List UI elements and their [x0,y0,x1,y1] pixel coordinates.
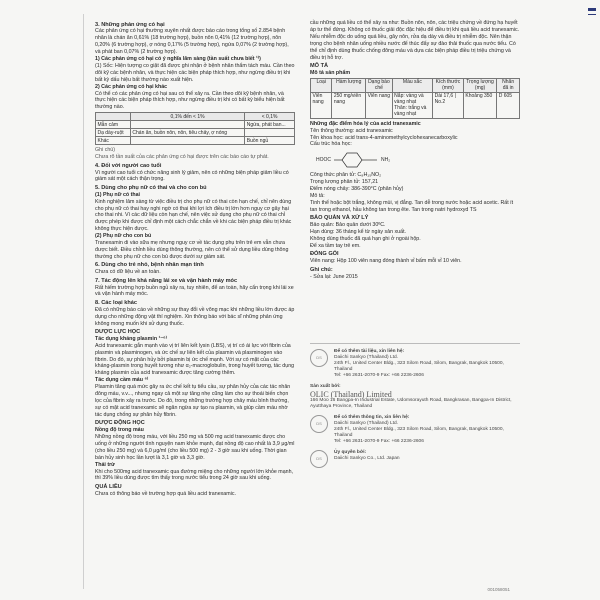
ae-cell: Buồn ngủ [245,137,295,145]
divider [310,343,520,344]
fold-line [83,14,84,589]
ae-cell: Ngứa, phát ban... [245,121,295,129]
spec-header-cell: Loại [311,78,332,92]
melting-point: Điểm nóng chảy: 386-390°C (phân hủy) [310,186,404,193]
description-text: Tinh thể hoặc bột trắng, không mùi, vị đắng. Tan dễ trong nước hoặc acid acetic. Rất ít tan trong ethanol, hầu không tan trong ête. Tan trong natri hydroxyd TS [310,200,514,213]
manufacturer-block [310,384,520,410]
spec-cell: D 605 [497,92,520,118]
authorization-company: Daiichi Sankyo Co., Ltd. Japan [334,456,400,462]
children-warning: Để xa tầm tay trẻ em. [310,242,361,249]
subsection-pregnant-text: Kinh nghiệm lâm sàng từ việc điều trị cho phụ nữ có thai còn hạn chế, chỉ nên dùng cho phụ nữ có thai hay nghi ngờ có thai khi lợi ích điều trị lớn hơn nguy cơ gây hại cho thai nhi. Vì các dữ liệu còn hạn chế, nên việc sử dụng cho phụ nữ có thai chỉ được phép khi được chỉ định một cách chắc chắn về khi các biện pháp điều trị khác không thực hiện được. [95,198,292,233]
edge-mark [588,8,596,11]
ae-header-cell: < 0,1% [245,113,295,121]
contact-block-2 [310,415,520,445]
spec-cell: Nắp: vàng và vàng nhạt Thân: trắng và vàng nhạt [392,92,432,118]
ae-cell: Khác [96,137,131,145]
expiry-warning: Không dùng thuốc đã quá hạn ghi ở ngoài hộp. [310,236,421,243]
section-elderly-title: 4. Đối với người cao tuổi [95,162,162,169]
overdose-text: Chưa có thông báo về trường hợp quá liều acid tranexamic. [95,490,236,497]
product-description-subtitle: Mô tả sản phẩm [310,69,351,76]
edge-mark-line [588,14,596,15]
storage-condition: Bảo quản: Bảo quản dưới 30ºC. [310,222,386,229]
table-row [96,121,295,129]
spec-header-cell: Hàm lượng [332,78,366,92]
antiplasmin-text: Acid tranexamic gắn mạnh vào vị trí liên kết lysin (LBS), vị trí có ái lực với fibrin của plasmin và plasminogen, và ức chế sự liên kết của plasmin và plasminogen vào fibrin. Do đó, sự phân hủy bởi plasmin bị ức chế mạnh. Với sự có mặt của các kháng-plasmin trong huyết tương như α₂-macroglobulin, trong huyết tương, tác dụng kháng plasmin của acid tranexamic được tăng cường thêm. [95,342,295,377]
elimination-subtitle: Thải trừ [95,461,116,468]
spec-cell: 250 mg/viên nang [332,92,366,118]
spec-cell: Khoảng 350 [463,92,496,118]
spec-header-cell: Trọng lượng (mg) [463,78,496,92]
ae-cell: Chán ăn, buồn nôn, nôn, tiêu chảy, ợ nóng [130,129,244,137]
contact-company: Daiichi Sankyo (Thailand) Ltd. [334,421,398,427]
subsection-pregnant-title: (1) Phụ nữ có thai [95,191,141,198]
scientific-name: Tên khoa học: acid trans-4-aminomethylcyclohexanecarboxylic [310,134,458,141]
olic-logo: OLIC (Thailand) Limited [310,390,392,400]
subsection-significant-text: (1) Sốc: Hiện tượng co giật đã được ghi nhận ở bệnh nhân thẩm tách máu. Cần theo dõi kỹ các bệnh nhân, và thực hiện các biện pháp thích hợp, như ngừng điều trị khi bất kỳ dấu hiệu bất thường nào xuất hiện. [95,62,295,83]
antiplasmin-subtitle: Tác dụng kháng plasmin ¹⁻⁶⁾ [95,335,167,342]
section-pregnancy-title: 5. Dùng cho phụ nữ có thai và cho con bú [95,184,207,191]
physchem-title: Những đặc điểm hóa lý của acid tranexamic [310,120,421,127]
ae-cell: Dạ dày-ruột [96,129,131,137]
table-row [96,137,295,145]
spec-header-cell: Nhãn đã in [497,78,520,92]
left-column [95,20,295,498]
subsection-lactation-text: Tranexamin di vào sữa mẹ nhưng nguy cơ về tác dụng phụ trên trẻ em vẫn chưa được biết. Điều chỉnh liều dùng thông thường, nên có thể sử dụng liều dùng thông thường cho phụ nữ cho con bú được dưới sự giám sát. [95,240,289,260]
contact-block-1 [310,349,520,379]
elimination-text: Khi cho 500mg acid tranexamic qua đường miệng cho những người lớn khỏe mạnh, thì 39% liều dùng được tìm thấy trong nước tiểu trong 24 giờ sau khi uống. [95,468,294,482]
daiichi-sankyo-logo-icon: DS [310,450,328,468]
section-driving-text: Rất hiếm trường hợp buồn ngủ xảy ra, tuy nhiên, để an toàn, hãy cẩn trọng khi lái xe và vận hành máy móc. [95,284,294,298]
ae-cell [245,129,295,137]
contact-phone: Tel: +66 2631-2070-9 Fax: +66 2236-2606 [334,373,424,379]
molecular-formula: Công thức phân tử: C₈H₁₅NO₂ [310,172,382,179]
revision-date: - Sửa lại: June 2015 [310,273,358,280]
structure-label: Cấu trúc hóa học: [310,141,352,148]
authorization-block [310,450,520,468]
blood-level-text: Những nồng độ trong máu, với liều 250 mg và 500 mg acid tranexamic được cho uống ở những người tình nguyện nam khỏe mạnh, đạt nồng độ cao nhất là 3,9 μg/ml (cho liều 250 mg) và 6,0 μg/ml (cho liều 500 mg) 2 - 3 giờ sau khi uống. Thời gian bán hủy sinh học lần lượt là 3,1 giờ và 3,3 giờ. [95,434,295,461]
ae-cell: Mẫn cảm [96,121,131,129]
document-id: 001058051 [487,587,510,592]
table-row [311,92,520,118]
section-children-title: 6. Dùng cho trẻ nhỏ, bệnh nhân mạn tính [95,262,204,269]
spec-cell: Viên nang [311,92,332,118]
hemostatic-subtitle: Tác dụng cầm máu ⁶⁾ [95,377,149,384]
adverse-effects-table [95,112,295,145]
subsection-lactation-title: (2) Phụ nữ cho con bú [95,233,152,240]
spec-cell: Dài 17,6 | No.2 [433,92,464,118]
structure-nh2-label: NH₂ [381,156,391,163]
description-title: MÔ TẢ [310,62,329,69]
manufacturer-label: Sản xuất bởi: [310,384,341,390]
blood-level-subtitle: Nồng độ trong máu [95,427,144,434]
cyclohexane-ring-icon [334,151,378,169]
contact-address: 24th Fl., United Center Bldg., 323 Silom Road, Silom, Bangrak, Bangkok 10500, Thailand [334,361,504,373]
daiichi-sankyo-logo-icon: DS [310,349,328,367]
contact-address: 24th Fl., United Center Bldg., 323 Silom Road, Silom, Bangrak, Bangkok 10500, Thailand [334,427,504,439]
table-row [96,129,295,137]
chemical-structure [316,151,520,169]
section-adverse-title: 3. Những phản ứng có hại [95,21,165,28]
overdose-title: QUÁ LIỀU [95,483,122,490]
contact-label: Để có thêm tài liệu, xin liên hệ: [334,349,405,355]
contact-phone: Tel: +66 2631-2070-9 Fax: +66 2236-2606 [334,439,424,445]
storage-title: BẢO QUẢN VÀ XỬ LÝ [310,215,369,222]
structure-cooh-label: HOOC [316,156,331,163]
section-elderly-text: Vì người cao tuổi có chức năng sinh lý giảm, nên có những biện pháp giảm liều có giám sát một cách thận trọng. [95,169,289,183]
contact-company: Daiichi Sankyo (Thailand) Ltd. [334,355,398,361]
section-other-text: Đã có những báo cáo về những sự thay đổi về võng mạc khi những liều lớn được áp dụng cho những động vật thí nghiệm. Xin thông báo với bác sĩ những phản ứng không mong muốn khi sử dụng thuốc. [95,306,295,327]
packaging-text: Viên nang: Hộp 100 viên nang đóng thành vỉ bấm mỗi vỉ 10 viên. [310,258,462,265]
spec-header-cell: Dạng bào chế [366,78,393,92]
overdose-continued-text: cầu những quá liều có thể xảy ra như: Buồn nôn, nôn, các triệu chứng về đứng hạ huyết áp tư thế đứng. Không có thuốc giải độc đặc hiệu để điều trị khi quá liều acid tranexamic. Nếu nhiễm độc do uống quá liều, gây nôn, rửa dạ dày và điều trị nhiễm độc. Nên thận trọng cho bệnh nhân uống nhiều nước để thúc đẩy sự đào thải thuốc qua nước tiểu. Có thể chỉ định dùng thuốc chống đông máu và dựa các biện pháp điều trị triệu chứng và điều trị hỗ trợ. [310,20,520,61]
ae-header-cell [96,113,131,121]
authorization-label: Ủy quyền bởi: [334,450,367,456]
right-column [310,20,520,468]
section-children-text: Chưa có dữ liệu về an toàn. [95,269,161,276]
daiichi-sankyo-logo-icon: DS [310,415,328,433]
pharmacokinetics-title: DƯỢC ĐỘNG HỌC [95,420,145,427]
ae-header-cell: 0,1% đến < 1% [130,113,244,121]
hemostatic-text: Plasmin tăng quá mức gây ra ức chế kết tụ tiểu cầu, sự phân hủy của các tác nhân đông máu, v.v..., nhưng ngay cả một sự tăng nhẹ cũng làm cho sự thoái biến chọn lọc của fibrin xảy ra trước. Do đó, trong những trường hợp chảy máu bình thường, sự có mặt acid tranexamic sẽ ngăn ngừa sự tạo ra plasmin, và giúp cầm máu nhờ tác dụng chống sự phân hủy fibrin. [95,384,291,418]
product-spec-table [310,78,520,119]
spec-cell: Viên nang [366,92,393,118]
contact-label: Để có thêm thông tin, xin liên hệ: [334,415,410,421]
section-adverse-intro: Các phản ứng có hại thường xuyên nhất được báo cáo trong tổng số 2.854 bệnh nhân là chán ăn 0,61% (18 trường hợp), buồn nôn 0,41% (12 trường hợp), nôn 0,20% (6 trường hợp), ợ nóng 0,17% (5 trường hợp), ngứa 0,07% (2 trường hợp), và phát ban 0,07% (2 trường hợp). [95,28,289,56]
pharmacodynamics-title: DƯỢC LỰC HỌC [95,328,141,335]
subsection-other-text: Có thể có các phản ứng có hại sau có thể xảy ra. Cần theo dõi kỹ bệnh nhân, và thực hiện các biện pháp thích hợp, như ngừng điều trị khi có bất kỳ biểu hiện bất thường nào. [95,90,285,111]
note-label: Ghi chú) [95,147,116,154]
molecular-weight: Trọng lượng phân tử: 157,21 [310,179,379,186]
spec-header-cell: Kích thước (mm) [433,78,464,92]
ae-cell [130,121,244,129]
notes-title: Ghi chú: [310,266,333,273]
packaging-title: ĐÓNG GÓI [310,251,339,258]
section-other-title: 8. Các loại khác [95,299,137,306]
shelf-life: Hạn dùng: 36 tháng kể từ ngày sản xuất. [310,229,407,236]
section-driving-title: 7. Tác động lên khả năng lái xe và vận hành máy móc [95,277,238,284]
description-label: Mô tả: [310,193,325,200]
note-text: Chưa rõ tần suất của các phản ứng có hại được trên các báo cáo tự phát. [95,154,269,161]
ae-cell [130,137,244,145]
manufacturer-address: 166 Moo 16 Bangpa-In Industrial Estate, Udomsorayuth Road, Bangkrasan, Bangpa-In District, Ayutthaya Province, Thailand [310,398,512,410]
spec-header-cell: Màu sắc [392,78,432,92]
subsection-other-title: 2) Các phản ứng có hại khác [95,83,168,90]
subsection-significant-title: 1) Các phản ứng có hại có ý nghĩa lâm sàng (tần suất chưa biết ¹⁾) [95,56,261,63]
common-name: Tên thông thường: acid tranexamic [310,127,393,134]
